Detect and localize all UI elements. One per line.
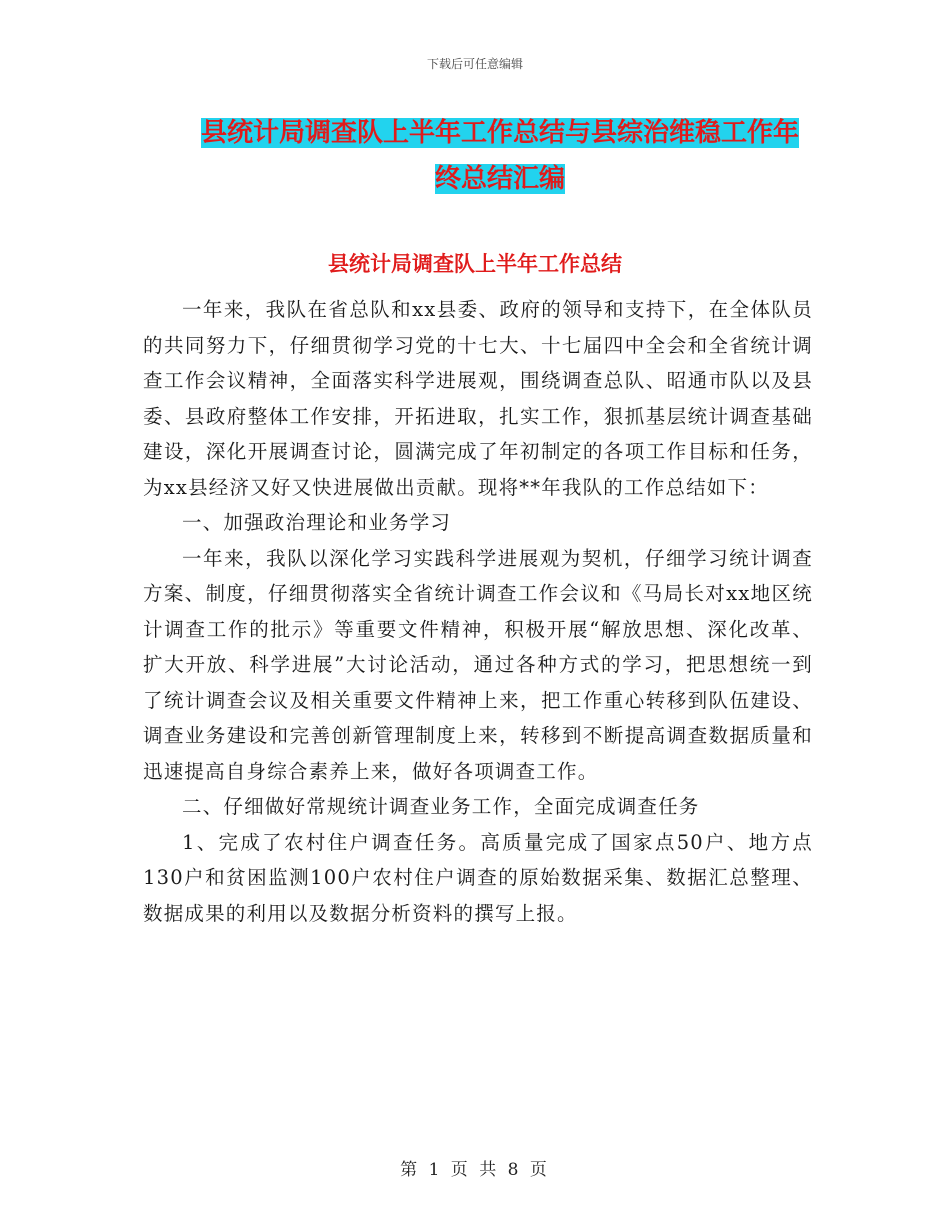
document-body [143, 292, 813, 931]
document-title-line-2: 终总结汇编 [434, 164, 565, 194]
paragraph-study: 一年来，我队以深化学习实践科学进展观为契机，仔细学习统计调查方案、制度，仔细贯彻落实全省统计调查工作会议和《马局长对xx地区统计调查工作的批示》等重要文件精神，积极开展“解放思想、深化改革、扩大开放、科学进展”大讨论活动，通过各种方式的学习，把思想统一到了统计调查会议及相关重要文件精神上来，把工作重心转移到队伍建设、调查业务建设和完善创新管理制度上来，转移到不断提高调查数据质量和迅速提高自身综合素养上来，做好各项调查工作。 [143, 546, 813, 783]
heading-2: 二、仔细做好常规统计调查业务工作，全面完成调查任务 [182, 795, 700, 818]
section-title: 县统计局调查队上半年工作总结 [328, 252, 622, 276]
page-footer: 第 1 页 共 8 页 [400, 1160, 550, 1180]
document-title-line-1: 县统计局调查队上半年工作总结与县综治维稳工作年 [200, 118, 799, 148]
paragraph-rural-survey: 1、完成了农村住户调查任务。高质量完成了国家点50户、地方点130户和贫困监测100户农村住户调查的原始数据采集、数据汇总整理、数据成果的利用以及数据分析资料的撰写上报。 [143, 830, 813, 925]
header-note: 下载后可任意编辑 [426, 57, 523, 71]
paragraph-intro: 一年来，我队在省总队和xx县委、政府的领导和支持下，在全体队员的共同努力下，仔细贯彻学习党的十七大、十七届四中全会和全省统计调查工作会议精神，全面落实科学进展观，围绕调查总队、昭通市队以及县委、县政府整体工作安排，开拓进取，扎实工作，狠抓基层统计调查基础建设，深化开展调查讨论，圆满完成了年初制定的各项工作目标和任务，为xx县经济又好又快进展做出贡献。现将**年我队的工作总结如下： [143, 298, 813, 499]
document-title [190, 110, 810, 202]
heading-1: 一、加强政治理论和业务学习 [182, 511, 452, 534]
